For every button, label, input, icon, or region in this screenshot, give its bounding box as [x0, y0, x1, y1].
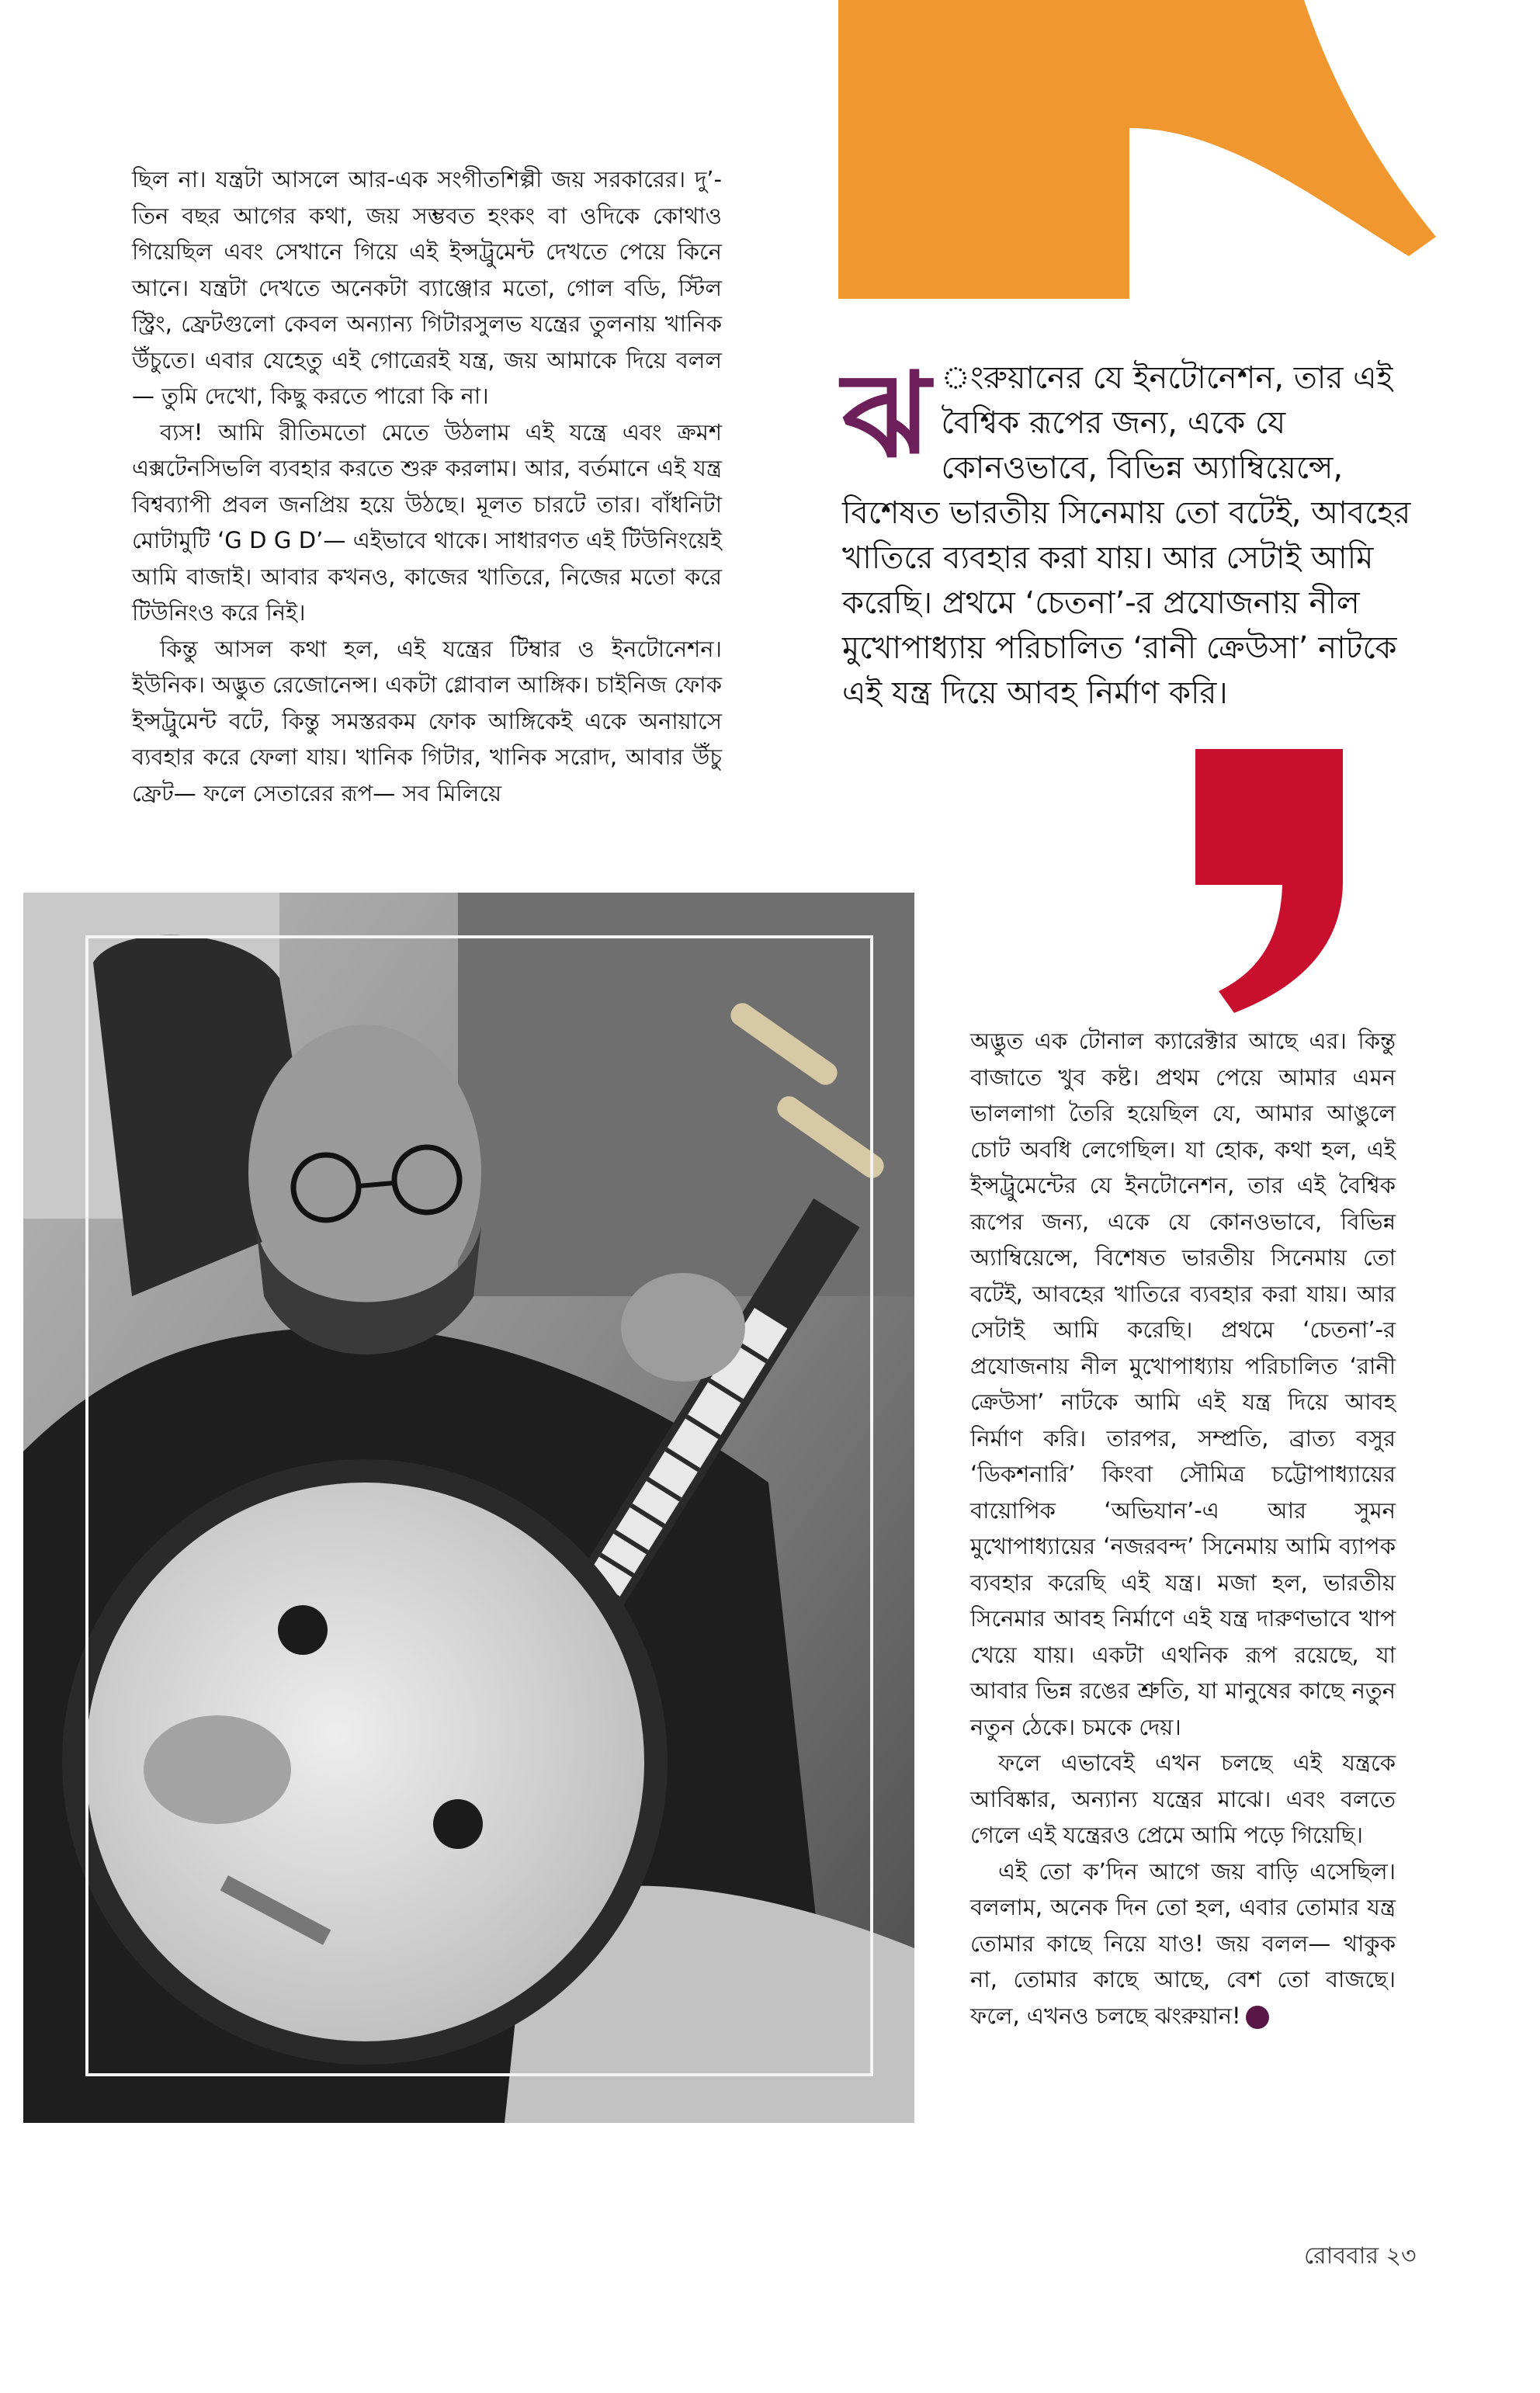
left-text-column [132, 161, 722, 811]
right-paragraph: অদ্ভুত এক টোনাল ক্যারেক্টার আছে এর। কিন্তু বাজাতে খুব কষ্ট। প্রথম পেয়ে আমার এমন ভাললাগা তৈরি হয়েছিল যে, আমার আঙুলে চোট অবধি লেগেছিল। যা হোক, কথা হল, এই ইন্সট্রুমেন্টের যে ইনটোনেশন, তার এই বৈশ্বিক রূপের জন্য, একে যে কোনওভাবে, বিভিন্ন অ্যাম্বিয়েন্সে, বিশেষত ভারতীয় সিনেমায় তো বটেই, আবহের খাতিরে ব্যবহার করা যায়। আর সেটাই আমি করেছি। প্রথমে ‘চেতনা’-র প্রযোজনায় নীল মুখোপাধ্যায় পরিচালিত ‘রানী ক্রেউসা’ নাটকে আমি এই যন্ত্র দিয়ে আবহ নির্মাণ করি। তারপর, সম্প্রতি, ব্রাত্য বসুর ‘ডিকশনারি’ কিংবা সৌমিত্র চট্টোপাধ্যায়ের বায়োপিক ‘অভিযান’-এ আর সুমন মুখোপাধ্যায়ের ‘নজরবন্দ’ সিনেমায় আমি ব্যাপক ব্যবহার করেছি এই যন্ত্র। মজা হল, ভারতীয় সিনেমার আবহ নির্মাণে এই যন্ত্র দারুণভাবে খাপ খেয়ে যায়। একটা এথনিক রূপ রয়েছে, যা আবার ভিন্ন রঙের শ্রুতি, যা মানুষের কাছে নতুন নতুন ঠেকে। চমকে দেয়। [970, 1028, 1396, 1740]
right-paragraph-last [970, 1854, 1396, 2034]
end-mark-icon [1246, 2006, 1269, 2029]
right-text-column [970, 1023, 1396, 2034]
right-paragraph: ফলে এভাবেই এখন চলছে এই যন্ত্রকে আবিষ্কার, অন্যান্য যন্ত্রের মাঝে। এবং বলতে গেলে এই যন্ত্রেরও প্রেমে আমি পড়ে গিয়েছি। [970, 1750, 1396, 1848]
photo-inner-frame [85, 935, 873, 2076]
left-paragraph: কিন্তু আসল কথা হল, এই যন্ত্রের টিম্বার ও ইনটোনেশন। ইউনিক। অদ্ভুত রেজোনেন্স। একটা গ্লোবাল আঙ্গিক। চাইনিজ ফোক ইন্সট্রুমেন্ট বটে, কিন্তু সমস্তরকম ফোক আঙ্গিকেই একে অনায়াসে ব্যবহার করে ফেলা যায়। খানিক গিটার, খানিক সরোদ, আবার উঁচু ফ্রেট— ফলে সেতারের রূপ— সব মিলিয়ে [132, 635, 722, 806]
orange-decorative-block [838, 0, 1436, 299]
drop-cap: ঝ [842, 347, 931, 484]
left-paragraph: ছিল না। যন্ত্রটা আসলে আর-এক সংগীতশিল্পী জয় সরকারের। দু’-তিন বছর আগের কথা, জয় সম্ভবত হংকং বা ওদিকে কোথাও গিয়েছিল এবং সেখানে গিয়ে এই ইন্সট্রুমেন্ট দেখতে পেয়ে কিনে আনে। যন্ত্রটা দেখতে অনেকটা ব্যাঞ্জোর মতো, গোল বডি, স্টিল স্ট্রিং, ফ্রেটগুলো কেবল অন্যান্য গিটারসুলভ যন্ত্রের তুলনায় খানিক উঁচুতে। এবার যেহেতু এই গোত্রেরই যন্ত্র, জয় আমাকে দিয়ে বলল— তুমি দেখো, কিছু করতে পারো কি না। [132, 166, 722, 409]
right-paragraph: এই তো ক’দিন আগে জয় বাড়ি এসেছিল। বললাম, অনেক দিন তো হল, এবার তোমার যন্ত্র তোমার কাছে নিয়ে যাও! জয় বলল— থাকুক না, তোমার কাছে আছে, বেশ তো বাজছে। ফলে, এখনও চলছে ঝংরুয়ান! [970, 1857, 1396, 2029]
pull-quote [842, 347, 1413, 716]
page-footer: রোববার ২৩ [1304, 2242, 1417, 2270]
left-paragraph: ব্যস! আমি রীতিমতো মেতে উঠলাম এই যন্ত্রে এবং ক্রমশ এক্সটেনসিভলি ব্যবহার করতে শুরু করলাম। আর, বর্তমানে এই যন্ত্র বিশ্বব্যাপী প্রবল জনপ্রিয় হয়ে উঠছে। মূলত চারটে তার। বাঁধনিটা মোটামুটি ‘G D G D’— এইভাবে থাকে। সাধারণত এই টিউনিংয়েই আমি বাজাই। আবার কখনও, কাজের খাতিরে, নিজের মতো করে টিউনিংও করে নিই। [132, 418, 722, 626]
pull-quote-text: ংরুয়ানের যে ইনটোনেশন, তার এই বৈশ্বিক রূপের জন্য, একে যে কোনওভাবে, বিভিন্ন অ্যাম্বিয়েন্সে, বিশেষত ভারতীয় সিনেমায় তো বটেই, আবহের খাতিরে ব্যবহার করা যায়। আর সেটাই আমি করেছি। প্রথমে ‘চেতনা’-র প্রযোজনায় নীল মুখোপাধ্যায় পরিচালিত ‘রানী ক্রেউসা’ নাটকে এই যন্ত্র দিয়ে আবহ নির্মাণ করি। [842, 360, 1411, 711]
man-playing-ruan-photo [23, 893, 914, 2123]
quote-mark-icon [1195, 749, 1343, 1013]
